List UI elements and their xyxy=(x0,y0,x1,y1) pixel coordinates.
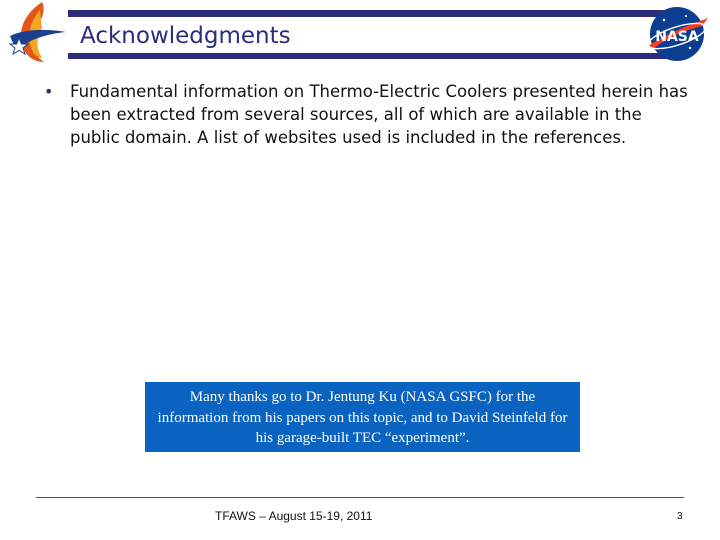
header-bar-top-stripe xyxy=(68,10,682,17)
bullet-list xyxy=(44,80,694,149)
footer-event: TFAWS – August 15-19, 2011 xyxy=(215,509,373,523)
nasa-meatball-logo xyxy=(640,4,714,64)
nasa-wordmark: NASA xyxy=(655,29,699,45)
bullet-item: Fundamental information on Thermo-Electric Coolers presented herein has been extracted from several sources, all of which are available in the public domain. A list of websites used is included in the references. xyxy=(70,82,688,147)
header-bar-bottom-stripe xyxy=(68,53,682,59)
slide-title: Acknowledgments xyxy=(80,23,291,49)
star-dot xyxy=(685,15,687,17)
acknowledgment-callout: Many thanks go to Dr. Jentung Ku (NASA GSFC) for the information from his papers on this topic, and to David Steinfeld for his garage-built TEC “experiment”. xyxy=(145,382,580,452)
footer-divider xyxy=(36,497,684,498)
page-number: 3 xyxy=(677,511,683,522)
bullet-icon: • xyxy=(44,82,54,101)
tfaws-rocket-logo xyxy=(2,0,76,64)
star-dot xyxy=(663,19,665,21)
star-dot xyxy=(689,47,691,49)
